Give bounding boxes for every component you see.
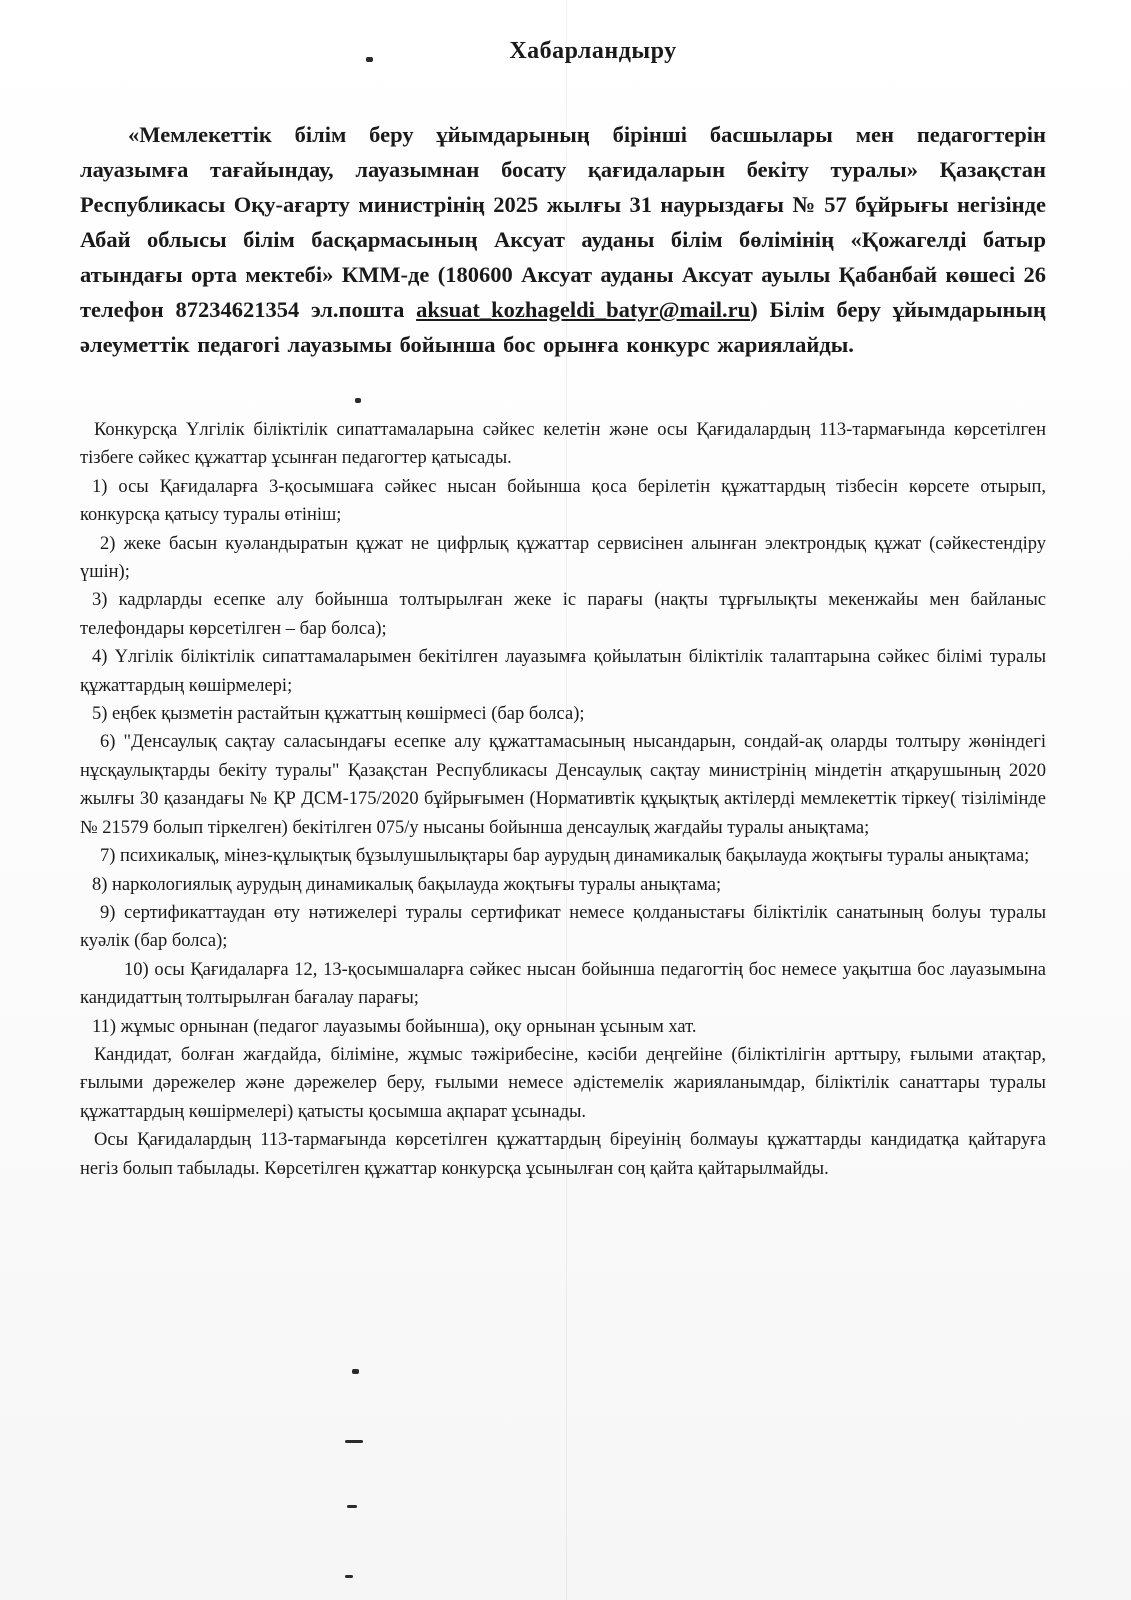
scan-speck [352, 1369, 359, 1374]
list-item: 2) жеке басын куәландыратын құжат не цифрлық құжаттар сервисінен алынған электрондық құжат (сәйкестендіру үшін); [80, 533, 1046, 583]
document-content [80, 38, 1046, 1183]
scan-speck [345, 1440, 363, 1443]
document-title: Хабарландыру [509, 38, 677, 64]
intro-paragraph [80, 117, 1046, 362]
list-item: 6) "Денсаулық сақтау саласындағы есепке алу құжаттамасының нысандарын, сондай-ақ оларды толтыру жөніндегі нұсқаулықтарды бекіту туралы" Қазақстан Республикасы Денсаулық сақтау министрінің міндетін атқарушының 2020 жылғы 30 қазандағы № ҚР ДСМ-175/2020 бұйрығымен (Нормативтік құқықтық актілерді мемлекеттік тіркеу( тізілімінде № 21579 болып тіркелген) бекітілген 075/у нысаны бойынша денсаулық жағдайы туралы анықтама; [80, 732, 1046, 838]
lead-paragraph: Конкурсқа Үлгілік біліктілік сипаттамаларына сәйкес келетін және осы Қағидалардың 113-тармағында көрсетілген тізбеге сәйкес құжаттар ұсынған педагогтер қатысады. [80, 420, 1046, 469]
intro-text-before-email: «Мемлекеттік білім беру ұйымдарының бірінші басшылары мен педагогтерін лауазымға тағайындау, лауазымнан босату қағидаларын бекіту туралы» Қазақстан Республикасы Оқу-ағарту министрінің 2025 жылғы 31 наурыздағы № 57 бұйрығы негізінде Абай облысы білім басқармасының Аксуат ауданы білім бөлімінің «Қожагелді батыр атындағы орта мектебі» КММ-де (180600 Аксуат ауданы Аксуат ауылы Қабанбай көшесі 26 телефон 87234621354 эл.пошта [80, 122, 1046, 322]
list-item: 8) наркологиялық аурудың динамикалық бақылауда жоқтығы туралы анықтама; [92, 874, 722, 895]
list-item: 9) сертификаттаудан өту нәтижелері туралы сертификат немесе қолданыстағы біліктілік санатының болуы туралы куәлік (бар болса); [80, 902, 1046, 952]
email-link[interactable]: aksuat_kozhageldi_batyr@mail.ru [416, 297, 751, 322]
requirements-section [80, 416, 1046, 1183]
list-item: 7) психикалық, мінез-құлықтық бұзылушылықтары бар аурудың динамикалық бақылауда жоқтығы туралы анықтама; [100, 846, 1030, 867]
list-item: 11) жұмыс орнынан (педагог лауазымы бойынша), оқу орнынан ұсыным хат. [92, 1016, 697, 1037]
list-item: 10) осы Қағидаларға 12, 13-қосымшаларға сәйкес нысан бойынша педагогтің бос немесе уақытша бос лауазымына кандидаттың толтырылған бағалау парағы; [80, 959, 1046, 1009]
closing-paragraph: Осы Қағидалардың 113-тармағында көрсетілген құжаттардың біреуінің болмауы құжаттарды кандидатқа қайтаруға негіз болып табылады. Көрсетілген құжаттар конкурсқа ұсынылған соң қайта қайтарылмайды. [80, 1130, 1046, 1179]
list-item: 3) кадрларды есепке алу бойынша толтырылған жеке іс парағы (нақты тұрғылықты мекенжайы мен байланыс телефондары көрсетілген – бар болса); [80, 590, 1046, 639]
scan-speck [345, 1575, 353, 1578]
candidate-paragraph: Кандидат, болған жағдайда, біліміне, жұмыс тәжірибесіне, кәсіби деңгейіне (біліктілігін арттыру, ғылыми атақтар, ғылыми дәрежелер және дәрежелер беру, ғылыми немесе әдістемелік жарияланымдар, біліктілік санаттары туралы құжаттардың көшірмелері) қатысты қосымша ақпарат ұсынады. [80, 1044, 1046, 1122]
list-item: 1) осы Қағидаларға 3-қосымшаға сәйкес нысан бойынша қоса берілетін құжаттардың тізбесін көрсете отырып, конкурсқа қатысу туралы өтініш; [80, 476, 1046, 526]
list-item: 5) еңбек қызметін растайтын құжаттың көшірмесі (бар болса); [92, 704, 585, 725]
list-item: 4) Үлгілік біліктілік сипаттамаларымен бекітілген лауазымға қойылатын біліктілік талаптарына сәйкес білімі туралы құжаттардың көшірмелері; [80, 647, 1046, 696]
scan-speck [347, 1505, 357, 1508]
intro-text-after-email: ) Білім беру ұйымдарының әлеуметтік педагогі лауазымы бойынша бос орынға конкурс жариялайды. [80, 297, 1047, 357]
